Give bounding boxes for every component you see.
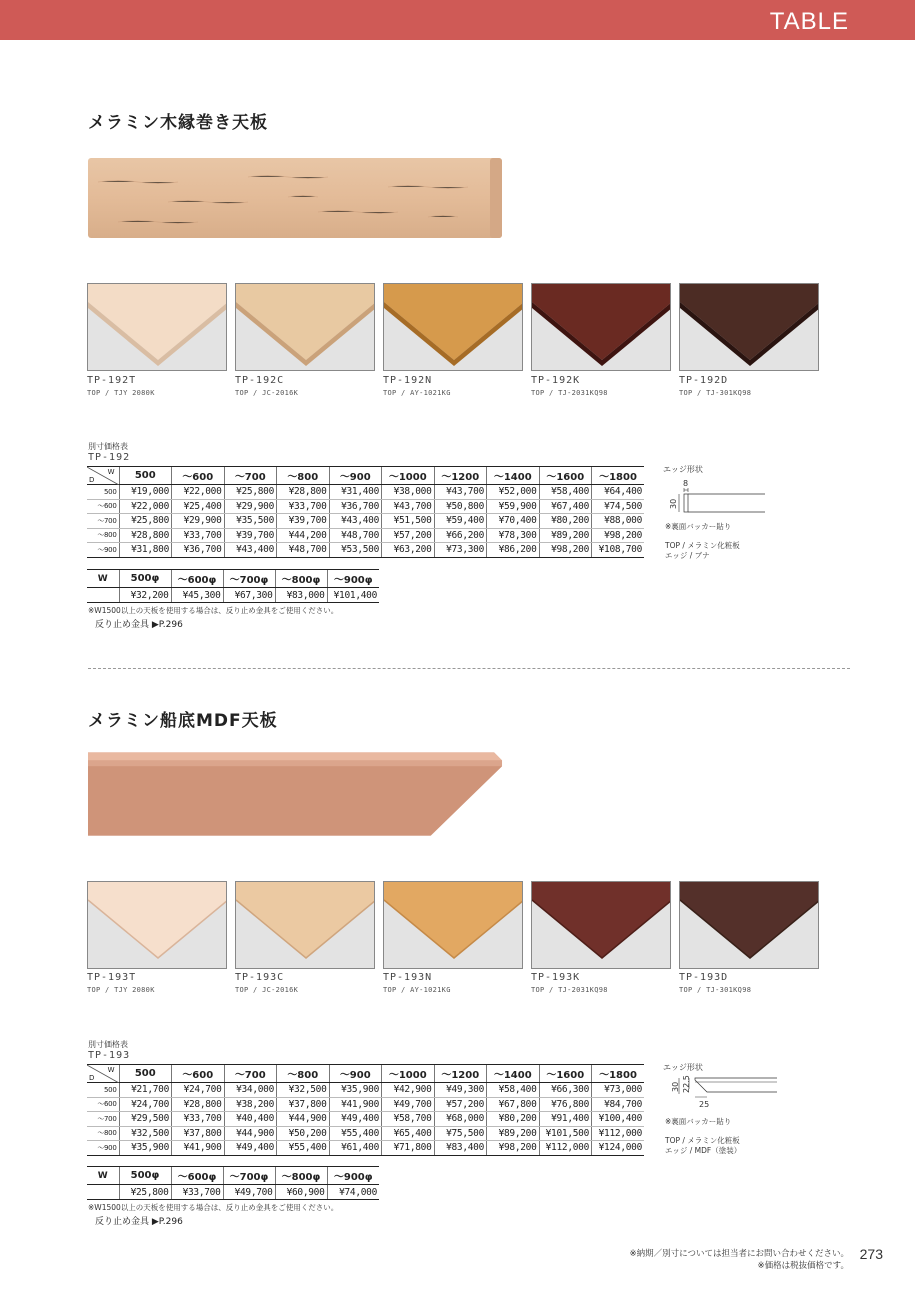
price-cell: ¥65,400 (382, 1126, 435, 1141)
table-row (87, 1097, 644, 1112)
swatch-top-spec: TOP / JC-2016K (235, 986, 299, 994)
col-header: ～900 (329, 467, 382, 485)
tabletop-photo-1 (88, 152, 504, 242)
price-cell: ¥44,200 (277, 528, 330, 543)
swatch-top-spec: TOP / AY-1021KG (383, 389, 451, 397)
round-header-row (87, 1167, 379, 1185)
swatch-top-spec: TOP / JC-2016K (235, 389, 299, 397)
price-table-model: TP-192 (88, 452, 131, 463)
price-cell: ¥86,200 (487, 543, 540, 558)
col-header: ～700 (224, 1065, 277, 1083)
row-depth: ～600 (87, 1097, 119, 1112)
price-cell: ¥89,200 (487, 1126, 540, 1141)
price-cell: ¥48,700 (329, 528, 382, 543)
price-cell: ¥67,300 (223, 588, 275, 603)
price-cell: ¥36,700 (172, 543, 225, 558)
col-header: ～1200 (434, 467, 487, 485)
price-cell: ¥33,700 (171, 1185, 223, 1200)
price-cell: ¥60,900 (275, 1185, 327, 1200)
diagonal-header (87, 1065, 119, 1083)
price-cell: ¥49,400 (329, 1112, 382, 1127)
swatch-tp-192t (87, 283, 227, 371)
row-depth: ～600 (87, 499, 119, 514)
edge-shape-title: エッジ形状 (663, 1063, 703, 1072)
price-cell: ¥24,700 (119, 1097, 172, 1112)
price-table-header-row (87, 467, 644, 485)
page-reference-link[interactable]: 反り止め金具 ▶P.296 (95, 1217, 183, 1227)
col-header: ～900φ (327, 570, 379, 588)
price-cell: ¥112,000 (592, 1126, 645, 1141)
price-cell: ¥24,700 (172, 1083, 225, 1098)
col-header: ～900φ (327, 1167, 379, 1185)
swatch-top-face (532, 882, 671, 958)
price-cell: ¥83,400 (434, 1141, 487, 1156)
round-price-table-1 (87, 569, 379, 603)
price-cell: ¥66,200 (434, 528, 487, 543)
price-cell: ¥98,200 (487, 1141, 540, 1156)
col-header: ～1200 (434, 1065, 487, 1083)
price-cell: ¥124,000 (592, 1141, 645, 1156)
price-cell: ¥59,400 (434, 514, 487, 529)
price-cell: ¥58,400 (539, 485, 592, 500)
price-cell: ¥40,400 (224, 1112, 277, 1127)
price-cell: ¥35,900 (329, 1083, 382, 1098)
swatch-top-spec: TOP / TJ-301KQ98 (679, 986, 752, 994)
edge-spec-top: TOP / メラミン化粧板 (665, 1136, 740, 1145)
swatch-code: TP-192D (679, 375, 729, 386)
price-cell: ¥49,700 (382, 1097, 435, 1112)
price-cell: ¥33,700 (277, 499, 330, 514)
price-cell: ¥22,000 (119, 499, 172, 514)
price-cell: ¥91,400 (539, 1112, 592, 1127)
price-cell: ¥22,000 (172, 485, 225, 500)
swatch-top-spec: TOP / TJ-2031KQ98 (531, 389, 608, 397)
footer-note-tax: ※価格は税抜価格です。 (757, 1261, 849, 1271)
col-header: ～700φ (223, 570, 275, 588)
price-cell: ¥31,800 (119, 543, 172, 558)
edge-note: ※裏面バッカー貼り (665, 1117, 732, 1126)
edge-profile-diagram-1 (665, 477, 775, 517)
price-cell: ¥43,700 (382, 499, 435, 514)
price-cell: ¥71,800 (382, 1141, 435, 1156)
price-cell: ¥48,700 (277, 543, 330, 558)
table-row (87, 1141, 644, 1156)
price-cell: ¥44,900 (224, 1126, 277, 1141)
price-cell: ¥43,400 (224, 543, 277, 558)
header-title: TABLE (769, 8, 849, 35)
price-cell: ¥38,200 (224, 1097, 277, 1112)
footer-note-delivery: ※納期／別寸については担当者にお問い合わせください。 (629, 1249, 849, 1259)
price-cell: ¥61,400 (329, 1141, 382, 1156)
col-header: ～900 (329, 1065, 382, 1083)
price-cell: ¥39,700 (224, 528, 277, 543)
swatch-tp-193k (531, 881, 671, 969)
row-depth: ～900 (87, 543, 119, 558)
price-cell: ¥64,400 (592, 485, 645, 500)
swatch-tp-193t (87, 881, 227, 969)
table-row (87, 485, 644, 500)
price-cell: ¥38,000 (382, 485, 435, 500)
price-cell: ¥57,200 (434, 1097, 487, 1112)
price-cell: ¥50,200 (277, 1126, 330, 1141)
swatch-top-spec: TOP / TJ-2031KQ98 (531, 986, 608, 994)
price-cell: ¥25,800 (224, 485, 277, 500)
price-table-2 (87, 1064, 644, 1156)
page-reference-link[interactable]: 反り止め金具 ▶P.296 (95, 620, 183, 630)
table-row (87, 1112, 644, 1127)
swatch-tp-192n (383, 283, 523, 371)
price-table-model: TP-193 (88, 1050, 131, 1061)
swatch-code: TP-193T (87, 972, 137, 983)
swatch-code: TP-193C (235, 972, 285, 983)
swatch-code: TP-193N (383, 972, 433, 983)
col-header: ～700φ (223, 1167, 275, 1185)
price-cell: ¥75,500 (434, 1126, 487, 1141)
price-cell: ¥78,300 (487, 528, 540, 543)
row-depth: 500 (87, 1083, 119, 1098)
price-cell: ¥37,800 (172, 1126, 225, 1141)
swatch-top-face (88, 882, 227, 958)
round-header-row (87, 570, 379, 588)
price-cell: ¥41,900 (172, 1141, 225, 1156)
price-cell: ¥29,500 (119, 1112, 172, 1127)
price-cell: ¥41,900 (329, 1097, 382, 1112)
row-depth: ～800 (87, 528, 119, 543)
swatch-code: TP-192T (87, 375, 137, 386)
price-cell: ¥100,400 (592, 1112, 645, 1127)
price-cell: ¥49,700 (223, 1185, 275, 1200)
swatch-top-spec: TOP / TJY 2080K (87, 986, 155, 994)
price-cell: ¥88,000 (592, 514, 645, 529)
empty-cell (87, 588, 119, 603)
price-cell: ¥49,300 (434, 1083, 487, 1098)
price-cell: ¥112,000 (539, 1141, 592, 1156)
price-cell: ¥57,200 (382, 528, 435, 543)
edge-dim: 30 (669, 498, 678, 509)
price-cell: ¥21,700 (119, 1083, 172, 1098)
price-cell: ¥32,500 (277, 1083, 330, 1098)
price-cell: ¥19,000 (119, 485, 172, 500)
swatch-tp-193d (679, 881, 819, 969)
swatch-top-face (680, 882, 819, 958)
price-cell: ¥63,200 (382, 543, 435, 558)
round-w-label: W (87, 570, 119, 588)
col-header: ～700 (224, 467, 277, 485)
section-divider (88, 668, 850, 669)
table-row (87, 1083, 644, 1098)
col-header: 500 (119, 467, 172, 485)
price-cell: ¥80,200 (487, 1112, 540, 1127)
page-number: 273 (859, 1246, 883, 1262)
price-cell: ¥67,400 (539, 499, 592, 514)
col-header: ～1800 (592, 467, 645, 485)
swatch-top-spec: TOP / TJ-301KQ98 (679, 389, 752, 397)
price-table-label: 別寸価格表 (88, 442, 128, 451)
edge-dim: 8 (683, 479, 689, 488)
w-label: W (107, 1066, 115, 1074)
col-header: ～600 (172, 467, 225, 485)
w1500-note: ※W1500以上の天板を使用する場合は、反り止め金具をご使用ください。 (88, 606, 339, 615)
price-cell: ¥58,700 (382, 1112, 435, 1127)
price-cell: ¥58,400 (487, 1083, 540, 1098)
swatch-tp-193n (383, 881, 523, 969)
price-cell: ¥98,200 (539, 543, 592, 558)
price-cell: ¥49,400 (224, 1141, 277, 1156)
col-header: ～600φ (171, 570, 223, 588)
price-cell: ¥59,900 (487, 499, 540, 514)
edge-dim: 30 (671, 1081, 680, 1092)
price-cell: ¥68,000 (434, 1112, 487, 1127)
col-header: ～800φ (275, 1167, 327, 1185)
swatch-code: TP-193D (679, 972, 729, 983)
price-cell: ¥53,500 (329, 543, 382, 558)
col-header: ～800 (277, 1065, 330, 1083)
diagonal-header (87, 467, 119, 485)
price-cell: ¥66,300 (539, 1083, 592, 1098)
price-cell: ¥83,000 (275, 588, 327, 603)
col-header: ～600 (172, 1065, 225, 1083)
swatch-top-spec: TOP / TJY 2080K (87, 389, 155, 397)
edge-shape-title: エッジ形状 (663, 465, 703, 474)
empty-cell (87, 1185, 119, 1200)
col-header: ～1000 (382, 1065, 435, 1083)
price-cell: ¥35,500 (224, 514, 277, 529)
price-cell: ¥50,800 (434, 499, 487, 514)
table-row (87, 588, 379, 603)
price-cell: ¥43,700 (434, 485, 487, 500)
price-cell: ¥36,700 (329, 499, 382, 514)
price-cell: ¥32,200 (119, 588, 171, 603)
col-header: ～1600 (539, 1065, 592, 1083)
swatch-code: TP-192N (383, 375, 433, 386)
price-cell: ¥29,900 (172, 514, 225, 529)
price-cell: ¥98,200 (592, 528, 645, 543)
row-depth: ～800 (87, 1126, 119, 1141)
price-cell: ¥67,800 (487, 1097, 540, 1112)
round-price-table-2 (87, 1166, 379, 1200)
price-cell: ¥35,900 (119, 1141, 172, 1156)
price-cell: ¥45,300 (171, 588, 223, 603)
price-cell: ¥28,800 (172, 1097, 225, 1112)
tabletop-photo-2 (88, 750, 504, 840)
price-cell: ¥39,700 (277, 514, 330, 529)
col-header: ～600φ (171, 1167, 223, 1185)
swatch-top-spec: TOP / AY-1021KG (383, 986, 451, 994)
price-cell: ¥70,400 (487, 514, 540, 529)
w-label: W (107, 468, 115, 476)
swatch-tp-192d (679, 283, 819, 371)
section-title-1: メラミン木縁巻き天板 (88, 113, 268, 133)
col-header: 500φ (119, 570, 171, 588)
table-row (87, 543, 644, 558)
price-cell: ¥34,000 (224, 1083, 277, 1098)
edge-profile-diagram-2 (665, 1073, 783, 1111)
price-cell: ¥89,200 (539, 528, 592, 543)
swatch-tp-193c (235, 881, 375, 969)
price-cell: ¥32,500 (119, 1126, 172, 1141)
price-cell: ¥31,400 (329, 485, 382, 500)
swatch-code: TP-192C (235, 375, 285, 386)
table-row (87, 1185, 379, 1200)
price-cell: ¥25,800 (119, 1185, 171, 1200)
edge-dim: 25 (699, 1100, 710, 1109)
d-label: D (89, 476, 95, 484)
price-cell: ¥80,200 (539, 514, 592, 529)
price-cell: ¥37,800 (277, 1097, 330, 1112)
swatch-code: TP-193K (531, 972, 581, 983)
price-cell: ¥73,000 (592, 1083, 645, 1098)
price-cell: ¥76,800 (539, 1097, 592, 1112)
d-label: D (89, 1074, 95, 1082)
price-table-header-row (87, 1065, 644, 1083)
price-cell: ¥43,400 (329, 514, 382, 529)
col-header: ～1400 (487, 1065, 540, 1083)
section-title-2: メラミン船底MDF天板 (88, 711, 278, 731)
col-header: 500φ (119, 1167, 171, 1185)
swatch-top-face (236, 882, 375, 958)
price-cell: ¥55,400 (277, 1141, 330, 1156)
price-cell: ¥28,800 (119, 528, 172, 543)
col-header: ～1600 (539, 467, 592, 485)
price-cell: ¥73,300 (434, 543, 487, 558)
swatch-code: TP-192K (531, 375, 581, 386)
price-cell: ¥101,500 (539, 1126, 592, 1141)
col-header: ～1400 (487, 467, 540, 485)
table-row (87, 1126, 644, 1141)
row-depth: ～700 (87, 514, 119, 529)
edge-dim: 22.5 (682, 1075, 691, 1093)
w1500-note: ※W1500以上の天板を使用する場合は、反り止め金具をご使用ください。 (88, 1203, 339, 1212)
price-cell: ¥28,800 (277, 485, 330, 500)
col-header: 500 (119, 1065, 172, 1083)
price-cell: ¥108,700 (592, 543, 645, 558)
swatch-tp-192k (531, 283, 671, 371)
col-header: ～1800 (592, 1065, 645, 1083)
price-cell: ¥74,000 (327, 1185, 379, 1200)
row-depth: 500 (87, 485, 119, 500)
price-cell: ¥33,700 (172, 528, 225, 543)
edge-spec-edge: エッジ / MDF（塗装） (665, 1146, 742, 1155)
price-cell: ¥74,500 (592, 499, 645, 514)
price-cell: ¥44,900 (277, 1112, 330, 1127)
row-depth: ～900 (87, 1141, 119, 1156)
table-row (87, 528, 644, 543)
edge-note: ※裏面バッカー貼り (665, 522, 732, 531)
price-table-1 (87, 466, 644, 558)
col-header: ～800 (277, 467, 330, 485)
price-table-label: 別寸価格表 (88, 1040, 128, 1049)
price-cell: ¥25,800 (119, 514, 172, 529)
price-cell: ¥29,900 (224, 499, 277, 514)
edge-spec-top: TOP / メラミン化粧板 (665, 541, 740, 550)
price-cell: ¥101,400 (327, 588, 379, 603)
price-cell: ¥51,500 (382, 514, 435, 529)
price-cell: ¥52,000 (487, 485, 540, 500)
price-cell: ¥84,700 (592, 1097, 645, 1112)
price-cell: ¥25,400 (172, 499, 225, 514)
col-header: ～800φ (275, 570, 327, 588)
edge-spec-edge: エッジ / ブナ (665, 551, 710, 560)
row-depth: ～700 (87, 1112, 119, 1127)
round-w-label: W (87, 1167, 119, 1185)
price-cell: ¥42,900 (382, 1083, 435, 1098)
table-row (87, 499, 644, 514)
table-row (87, 514, 644, 529)
swatch-top-face (384, 882, 523, 958)
price-cell: ¥33,700 (172, 1112, 225, 1127)
col-header: ～1000 (382, 467, 435, 485)
price-cell: ¥55,400 (329, 1126, 382, 1141)
swatch-tp-192c (235, 283, 375, 371)
